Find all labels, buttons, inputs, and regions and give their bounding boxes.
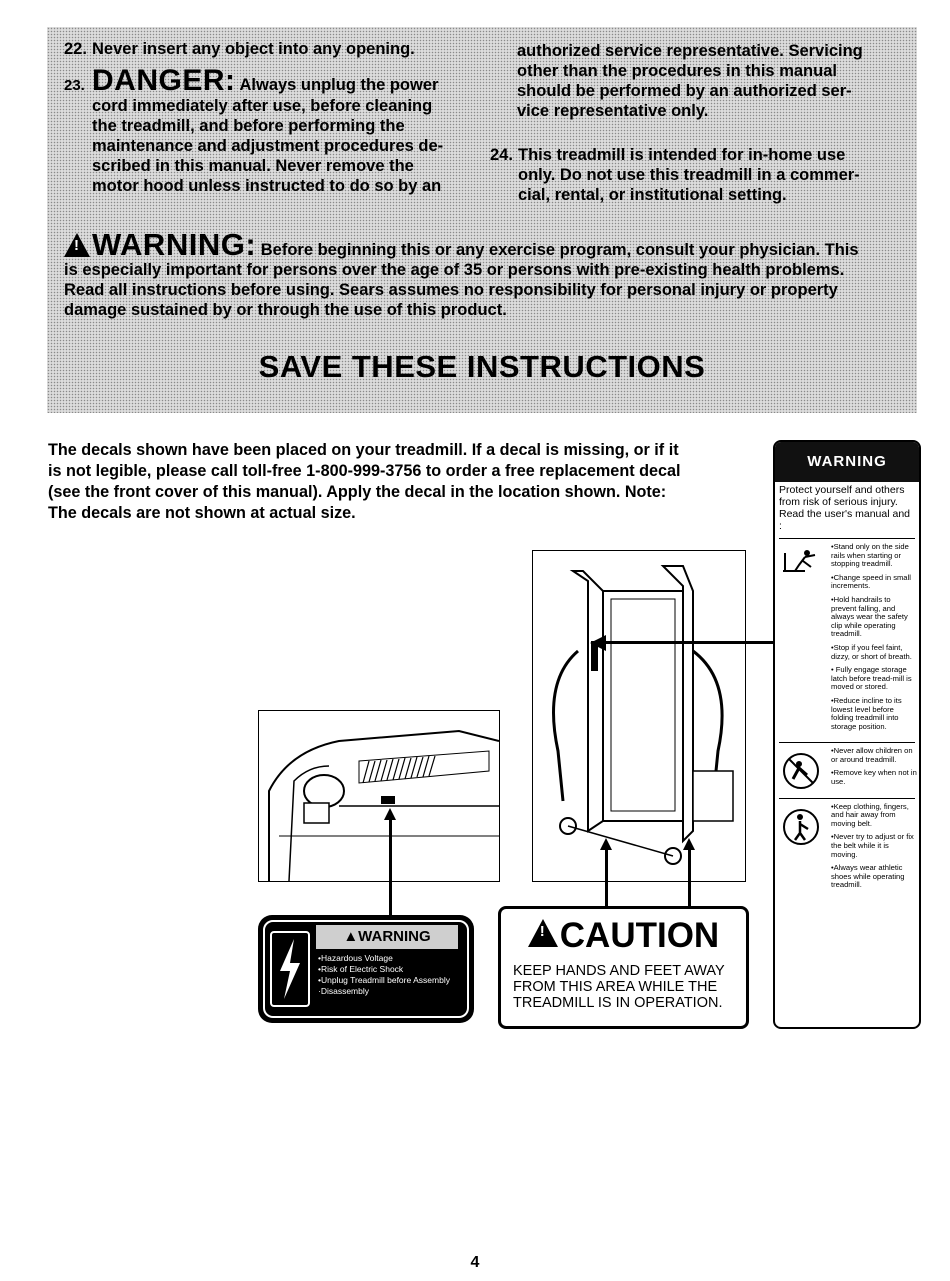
item-text-line: scribed in this manual. Never remove the	[92, 157, 414, 175]
item-24	[490, 145, 910, 205]
warning-label: WARNING:	[92, 227, 257, 262]
electric-decal-header-text: WARNING	[358, 928, 431, 945]
side-decal-group-1	[775, 539, 919, 742]
item-text-line: maintenance and adjustment procedures de-	[92, 137, 444, 155]
item-text-line: only. Do not use this treadmill in a commer-	[518, 166, 860, 184]
arrow-head-up-icon	[683, 838, 695, 850]
item-text: Never insert any object into any opening.	[92, 40, 415, 58]
caution-decal	[498, 906, 749, 1029]
side-decal-line: •Change speed in small increments.	[831, 572, 911, 591]
side-decal-group-2	[775, 743, 919, 797]
side-decal-line: •Remove key when not in use.	[831, 768, 917, 787]
motor-hood-drawing	[259, 711, 499, 881]
caution-header-text: CAUTION	[559, 916, 720, 955]
electric-decal-line: •Unplug Treadmill before Assembly	[318, 975, 450, 985]
item-text-line: cial, rental, or institutional setting.	[518, 186, 787, 204]
item-text-line: Always unplug the power	[239, 76, 439, 94]
side-decal-line: •Stand only on the side rails when starting or stopping treadmill.	[831, 542, 909, 569]
electric-decal-line: •Hazardous Voltage	[318, 953, 393, 963]
item-number: 22.	[64, 40, 87, 58]
general-warning	[64, 227, 914, 320]
caution-line: TREADMILL IS IN OPERATION.	[513, 995, 723, 1011]
item-22	[64, 39, 415, 59]
side-decal-line: •Stop if you feel faint, dizzy, or short of breath.	[831, 642, 912, 661]
person-on-treadmill-icon	[781, 547, 821, 573]
intro-line: is not legible, please call toll-free 1-800-999-3756 to order a free replacement decal	[48, 462, 681, 480]
warning-text-line: Before beginning this or any exercise program, consult your physician. This	[260, 241, 859, 259]
warning-text-line: is especially important for persons over the age of 35 or persons with pre-existing health problems.	[64, 261, 845, 279]
item-text-line: authorized service representative. Servicing	[517, 42, 863, 60]
warning-triangle-icon	[64, 233, 90, 257]
caution-line: KEEP HANDS AND FEET AWAY	[513, 963, 725, 979]
warning-triangle-icon	[528, 919, 558, 947]
caution-body	[513, 963, 738, 1011]
no-children-icon	[781, 751, 821, 791]
item-number: 23.	[64, 77, 85, 94]
side-warning-decal	[773, 440, 921, 1029]
item-text-line: should be performed by an authorized ser-	[517, 82, 852, 100]
warning-text-line: Read all instructions before using. Sears assumes no responsibility for personal injury or property	[64, 281, 838, 299]
electric-decal-lines	[318, 953, 450, 997]
electric-warning-decal	[258, 915, 474, 1023]
arrow-head-up-icon	[384, 808, 396, 820]
side-decal-line: •Always wear athletic shoes while operating treadmill.	[831, 863, 905, 890]
side-decal-line: •Reduce incline to its lowest level before folding treadmill into storage position.	[831, 695, 902, 731]
moving-belt-hazard-icon	[781, 807, 821, 847]
side-decal-line: •Never try to adjust or fix the belt while it is moving.	[831, 832, 914, 859]
side-decal-header: WARNING	[775, 442, 919, 482]
side-decal-group-3	[775, 799, 919, 901]
treadmill-illustration	[532, 550, 746, 882]
side-decal-line: •Hold handrails to prevent falling, and always wear the safety clip while operating treadmill.	[831, 594, 908, 639]
page-number: 4	[470, 1254, 480, 1271]
arrow-head-left-icon	[590, 635, 606, 651]
side-decal-line: •Keep clothing, fingers, and hair away from moving belt.	[831, 801, 909, 828]
motor-area-illustration	[258, 710, 500, 882]
lightning-bolt-icon	[270, 931, 310, 1007]
arrow-head-up-icon	[600, 838, 612, 850]
side-decal-intro: Protect yourself and others from risk of serious injury. Read the user's manual and :	[779, 484, 911, 532]
caution-header	[501, 915, 746, 957]
item-23-continued	[517, 41, 912, 121]
intro-line: The decals are not shown at actual size.	[48, 504, 356, 522]
item-text-line: cord immediately after use, before cleaning	[92, 97, 433, 115]
side-decal-line: •Never allow children on or around treadmill.	[831, 746, 913, 764]
electric-decal-line: ·Disassembly	[318, 986, 370, 996]
side-decal-line: • Fully engage storage latch before tread-mill is moved or stored.	[831, 665, 912, 692]
item-text-line: the treadmill, and before performing the	[92, 117, 405, 135]
item-text-line: motor hood unless instructed to do so by an	[92, 177, 442, 195]
arrow-to-electric-decal	[389, 820, 392, 915]
arrow-to-side-decal	[600, 641, 775, 644]
danger-label: DANGER:	[92, 64, 236, 97]
item-text-line: vice representative only.	[517, 102, 709, 120]
intro-line: The decals shown have been placed on your treadmill. If a decal is missing, or if it	[48, 441, 679, 459]
item-23	[64, 64, 484, 196]
item-text-line: other than the procedures in this manual	[517, 62, 837, 80]
item-text-line: This treadmill is intended for in-home use	[518, 146, 846, 164]
save-instructions-title: SAVE THESE INSTRUCTIONS	[258, 349, 706, 384]
electric-decal-header: ▲WARNING	[316, 925, 458, 949]
arrow-to-caution-decal-2	[688, 850, 691, 908]
caution-line: FROM THIS AREA WHILE THE	[513, 979, 718, 995]
item-number: 24.	[490, 146, 513, 164]
intro-line: (see the front cover of this manual). Apply the decal in the location shown. Note:	[48, 483, 667, 501]
electric-decal-line: •Risk of Electric Shock	[318, 964, 404, 974]
warning-text-line: damage sustained by or through the use of this product.	[64, 301, 507, 319]
safety-instructions-box	[47, 27, 917, 413]
decal-intro-paragraph	[48, 440, 748, 524]
treadmill-drawing	[533, 551, 745, 881]
arrow-to-caution-decal	[605, 850, 608, 908]
